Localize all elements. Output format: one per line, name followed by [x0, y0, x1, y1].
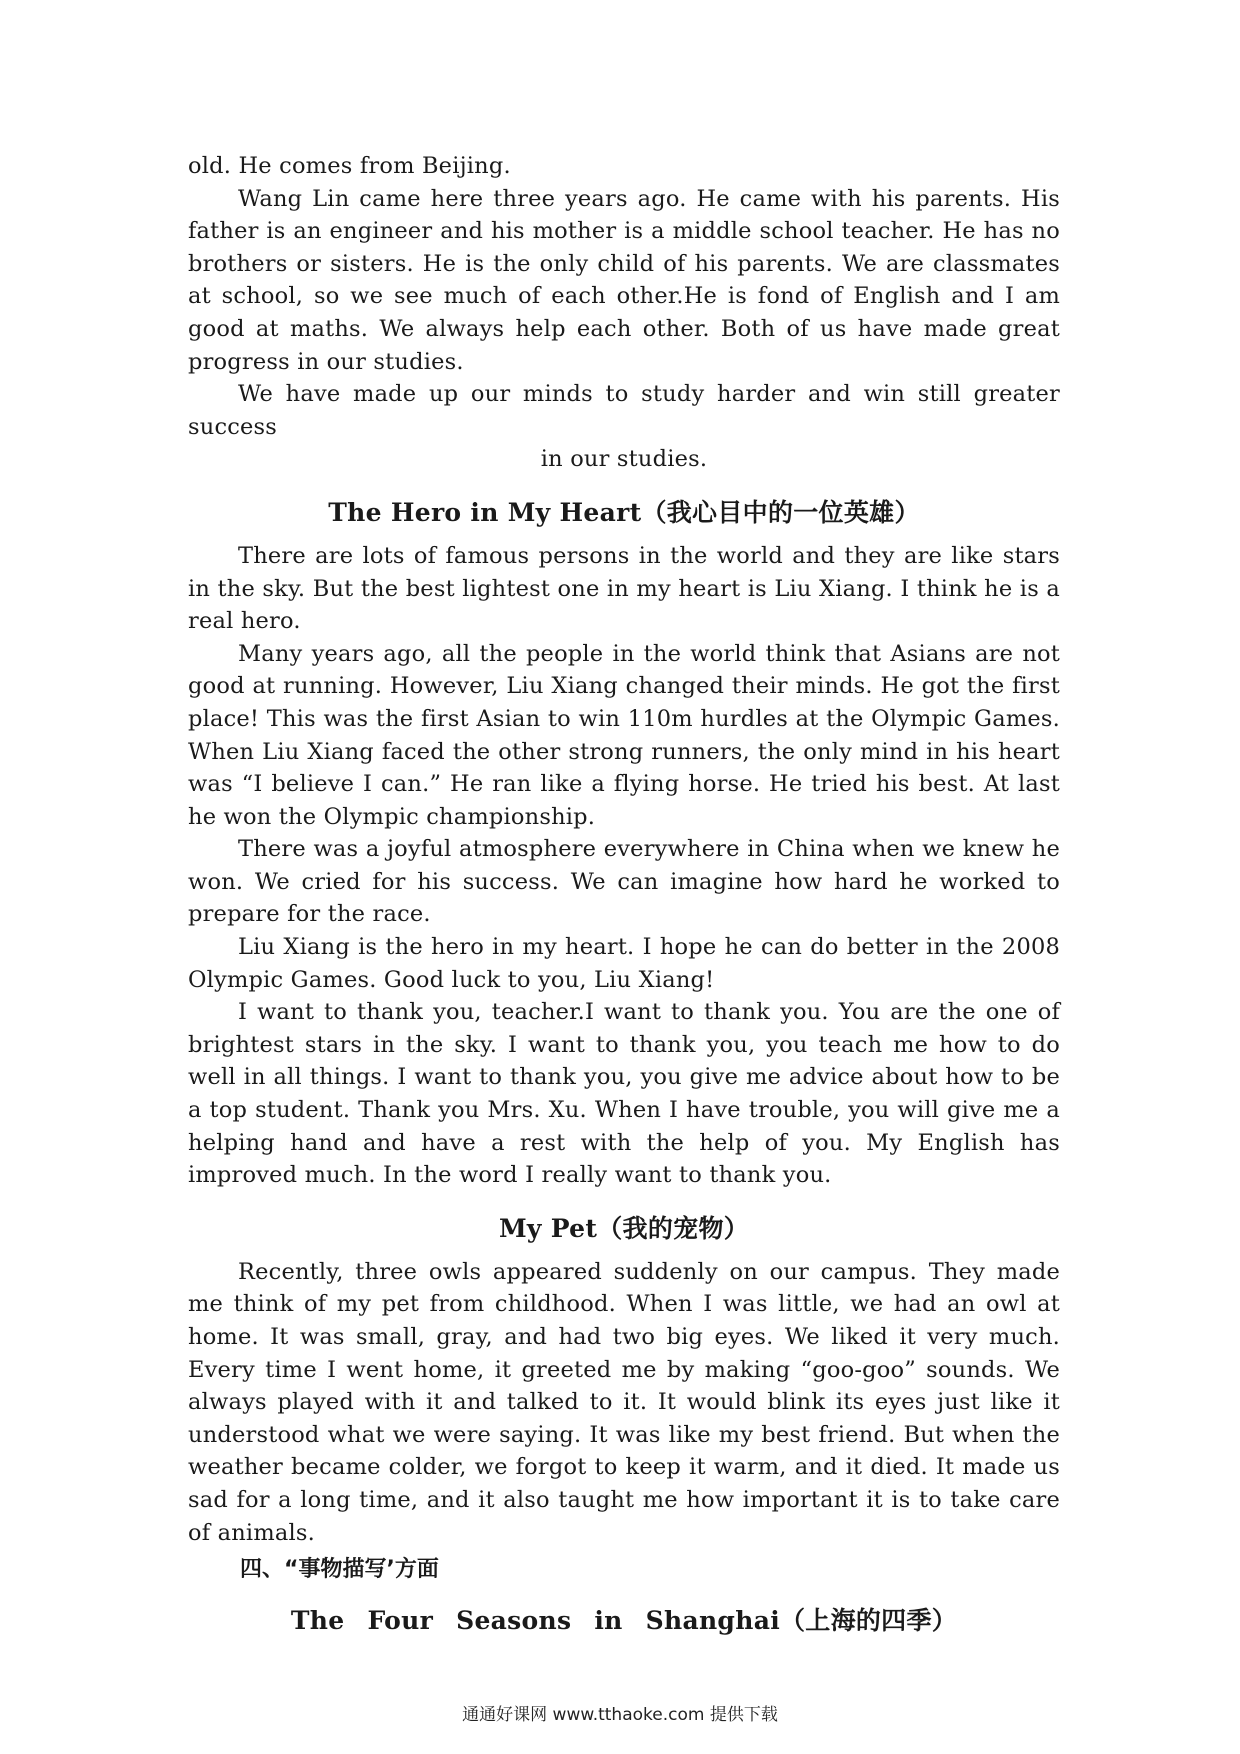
- paragraph-pet: Recently, three owls appeared suddenly on our campus. They made me think of my pet from childhood. When I was little, we had an owl at home. It was small, gray, and had two big eyes. We liked it very much. Every time I went home, it greeted me by making “goo-goo” sounds. We always played with it and talked to it. It would blink its eyes just like it understood what we were saying. It was like my best friend. But when the weather became colder, we forgot to keep it warm, and it died. It made us sad for a long time, and it also taught me how important it is to take care of animals.: [188, 1258, 1060, 1546]
- paragraph-hero-5: I want to thank you, teacher.I want to thank you. You are the one of brightest stars in the sky. I want to thank you, you teach me how to do well in all things. I want to thank you, you give me advice about how to be a top student. Thank you Mrs. Xu. When I have trouble, you will give me a helping hand and have a rest with the help of you. My English has improved much. In the word I really want to thank you.: [188, 999, 1060, 1189]
- paragraph-continuation: old. He comes from Beijing.: [188, 153, 511, 179]
- paragraph-wang-lin: Wang Lin came here three years ago. He came with his parents. His father is an engineer and his mother is a middle school teacher. He has no brothers or sisters. He is the only child of his parents. We are classmates at school, so we see much of each other.He is fond of English and I am good at maths. We always help each other. Both of us have made great progress in our studies.: [188, 185, 1060, 375]
- paragraph-hero-4: Liu Xiang is the hero in my heart. I hope he can do better in the 2008 Olympic Games. Good luck to you, Liu Xiang!: [188, 934, 1060, 993]
- paragraph-minds-end: in our studies.: [540, 446, 708, 473]
- section-label: 四、“事物描写’方面: [240, 1557, 439, 1583]
- footer-credit: 通通好课网 www.tthaoke.com 提供下载: [462, 1705, 778, 1725]
- paragraph-hero-1: There are lots of famous persons in the world and they are like stars in the sky. But the best lightest one in my heart is Liu Xiang. I think he is a real hero.: [188, 542, 1060, 635]
- document-page: [188, 150, 1060, 1645]
- paragraph-minds: We have made up our minds to study harder and win still greater success: [188, 381, 1060, 440]
- heading-seasons: The Four Seasons in Shanghai（上海的四季）: [290, 1606, 958, 1636]
- heading-hero: The Hero in My Heart（我心目中的一位英雄）: [328, 497, 920, 527]
- paragraph-hero-2: Many years ago, all the people in the world think that Asians are not good at running. However, Liu Xiang changed their minds. He got the first place! This was the first Asian to win 110m hurdles at the Olympic Games. When Liu Xiang faced the other strong runners, the only mind in his heart was “I believe I can.” He ran like a flying horse. He tried his best. At last he won the Olympic championship.: [188, 640, 1060, 830]
- paragraph-hero-3: There was a joyful atmosphere everywhere in China when we knew he won. We cried for his success. We can imagine how hard he worked to prepare for the race.: [188, 836, 1060, 928]
- heading-pet: My Pet（我的宠物）: [498, 1213, 750, 1243]
